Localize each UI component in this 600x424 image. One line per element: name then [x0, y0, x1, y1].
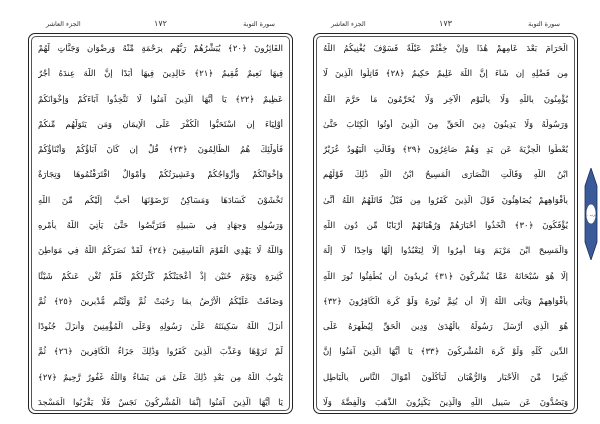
left-page-frame [28, 33, 293, 414]
left-page-text [38, 43, 283, 407]
text-line: وَضَاقَتْ عَلَيْكُمُ الْأَرْضُ بِمَا رَحُبَتْ ثُمَّ وَلَّيْتُم مُّدْبِرِينَ ﴿٢٥﴾ ثُمَّ [38, 295, 283, 306]
text-line: عَظِيمٌ ﴿٢٢﴾ يَا أَيُّهَا الَّذِينَ آمَنُوا لَا تَتَّخِذُوا آبَاءَكُمْ وَإِخْوَانَكُمْ [38, 93, 283, 104]
hizb-marker-label: حزب ٢٠ [584, 213, 598, 217]
right-page-number: ١٧٣ [439, 19, 452, 28]
text-line: يُؤْمِنُونَ بِاللَّهِ وَلَا بِالْيَوْمِ الْآخِرِ وَلَا يُحَرِّمُونَ مَا حَرَّمَ اللَّهُ [323, 93, 568, 104]
text-line: فِيهَا نَعِيمٌ مُّقِيمٌ ﴿٢١﴾ خَالِدِينَ فِيهَا أَبَدًا إِنَّ اللَّهَ عِندَهُ أَجْرٌ [38, 68, 283, 79]
text-line: أَوْلِيَاءَ إِنِ اسْتَحَبُّوا الْكُفْرَ عَلَى الْإِيمَانِ وَمَن يَتَوَلَّهُم مِّنكُمْ [38, 118, 283, 129]
text-line: الفَائِزُونَ ﴿٢٠﴾ يُبَشِّرُهُمْ رَبُّهُم بِرَحْمَةٍ مِّنْهُ وَرِضْوَانٍ وَجَنَّاتٍ لَّهُمْ [38, 43, 283, 53]
text-line: فَأُولَٰئِكَ هُمُ الظَّالِمُونَ ﴿٢٣﴾ قُلْ إِن كَانَ آبَاؤُكُمْ وَأَبْنَاؤُكُمْ [38, 144, 283, 155]
text-line: أَنزَلَ اللَّهُ سَكِينَتَهُ عَلَىٰ رَسُولِهِ وَعَلَى الْمُؤْمِنِينَ وَأَنزَلَ جُنُودًا [38, 321, 283, 332]
text-line: وَاللَّهُ لَا يَهْدِي الْقَوْمَ الْفَاسِقِينَ ﴿٢٤﴾ لَقَدْ نَصَرَكُمُ اللَّهُ فِي مَوَاطِنَ [38, 245, 283, 256]
text-line: كَثِيرًا مِّنَ الْأَحْبَارِ وَالرُّهْبَانِ لَيَأْكُلُونَ أَمْوَالَ النَّاسِ بِالْبَاطِلِ [323, 371, 568, 382]
right-page-text [323, 43, 568, 407]
text-line: هُوَ الَّذِي أَرْسَلَ رَسُولَهُ بِالْهُدَىٰ وَدِينِ الْحَقِّ لِيُظْهِرَهُ عَلَى [323, 321, 568, 332]
left-page [28, 18, 293, 414]
text-line: بِأَفْوَاهِهِمْ وَيَأْبَى اللَّهُ إِلَّا أَن يُتِمَّ نُورَهُ وَلَوْ كَرِهَ الْكَافِرُونَ ﴿٣٢﴾ [323, 295, 568, 306]
text-line: وَالْمَسِيحَ ابْنَ مَرْيَمَ وَمَا أُمِرُوا إِلَّا لِيَعْبُدُوا إِلَٰهًا وَاحِدًا لَّا إِلَٰهَ [323, 245, 568, 256]
text-line: الدِّينِ كُلِّهِ وَلَوْ كَرِهَ الْمُشْرِكُونَ ﴿٣٣﴾ يَا أَيُّهَا الَّذِينَ آمَنُوا إِنَّ [323, 346, 568, 357]
text-line: ابْنُ اللَّهِ وَقَالَتِ النَّصَارَى الْمَسِيحُ ابْنُ اللَّهِ ذَٰلِكَ قَوْلُهُم [323, 169, 568, 180]
text-line: يُؤْفَكُونَ ﴿٣٠﴾ اتَّخَذُوا أَحْبَارَهُمْ وَرُهْبَانَهُمْ أَرْبَابًا مِّن دُونِ اللَّهِ [323, 219, 568, 230]
left-surah-name: سورة التوبة [243, 20, 275, 28]
text-line: وَيَصُدُّونَ عَن سَبِيلِ اللَّهِ وَالَّذِينَ يَكْنِزُونَ الذَّهَبَ وَالْفِضَّةَ وَلَا [323, 396, 568, 407]
right-surah-name: سورة التوبة [528, 20, 560, 28]
hizb-marker-icon [584, 168, 598, 260]
right-page [313, 18, 578, 414]
left-juz-label: الجزء العاشر [46, 20, 81, 28]
text-line: يَتُوبُ اللَّهُ مِن بَعْدِ ذَٰلِكَ عَلَىٰ مَن يَشَاءُ وَاللَّهُ غَفُورٌ رَّحِيمٌ ﴿٢٧﴾ [38, 371, 283, 382]
text-line: يَا أَيُّهَا الَّذِينَ آمَنُوا إِنَّمَا الْمُشْرِكُونَ نَجَسٌ فَلَا يَقْرَبُوا الْمَسْجِدَ [38, 396, 283, 407]
text-line: تَخْشَوْنَ كَسَادَهَا وَمَسَاكِنُ تَرْضَوْنَهَا أَحَبَّ إِلَيْكُم مِّنَ اللَّهِ [38, 194, 283, 205]
left-page-number: ١٧٢ [154, 19, 167, 28]
text-line: الْحَرَامَ بَعْدَ عَامِهِمْ هَٰذَا وَإِنْ خِفْتُمْ عَيْلَةً فَسَوْفَ يُغْنِيكُمُ اللَّهُ [323, 43, 568, 53]
left-page-header [28, 18, 293, 32]
text-line: بِأَفْوَاهِهِمْ يُضَاهِئُونَ قَوْلَ الَّذِينَ كَفَرُوا مِن قَبْلُ قَاتَلَهُمُ اللَّهُ أَنَّىٰ [323, 194, 568, 205]
right-page-header [313, 18, 578, 32]
text-line: مِن فَضْلِهِ إِن شَاءَ إِنَّ اللَّهَ عَلِيمٌ حَكِيمٌ ﴿٢٨﴾ قَاتِلُوا الَّذِينَ لَا [323, 68, 568, 79]
text-line: وَرَسُولِهِ وَجِهَادٍ فِي سَبِيلِهِ فَتَرَبَّصُوا حَتَّىٰ يَأْتِيَ اللَّهُ بِأَمْرِهِ [38, 219, 283, 230]
text-line: وَإِخْوَانُكُمْ وَأَزْوَاجُكُمْ وَعَشِيرَتُكُمْ وَأَمْوَالٌ اقْتَرَفْتُمُوهَا وَتِجَارَةٌ [38, 169, 283, 180]
text-line: كَثِيرَةٍ وَيَوْمَ حُنَيْنٍ إِذْ أَعْجَبَتْكُمْ كَثْرَتُكُمْ فَلَمْ تُغْنِ عَنكُمْ شَيْئًا [38, 270, 283, 281]
text-line: وَرَسُولُهُ وَلَا يَدِينُونَ دِينَ الْحَقِّ مِنَ الَّذِينَ أُوتُوا الْكِتَابَ حَتَّىٰ [323, 118, 568, 129]
text-line: يُعْطُوا الْجِزْيَةَ عَن يَدٍ وَهُمْ صَاغِرُونَ ﴿٢٩﴾ وَقَالَتِ الْيَهُودُ عُزَيْرٌ [323, 144, 568, 155]
right-juz-label: الجزء العاشر [331, 20, 366, 28]
text-line: لَّمْ تَرَوْهَا وَعَذَّبَ الَّذِينَ كَفَرُوا وَذَٰلِكَ جَزَاءُ الْكَافِرِينَ ﴿٢٦﴾ ثُمَّ [38, 346, 283, 357]
right-page-frame [313, 33, 578, 414]
text-line: إِلَّا هُوَ سُبْحَانَهُ عَمَّا يُشْرِكُونَ ﴿٣١﴾ يُرِيدُونَ أَن يُطْفِئُوا نُورَ اللَّهِ [323, 270, 568, 281]
